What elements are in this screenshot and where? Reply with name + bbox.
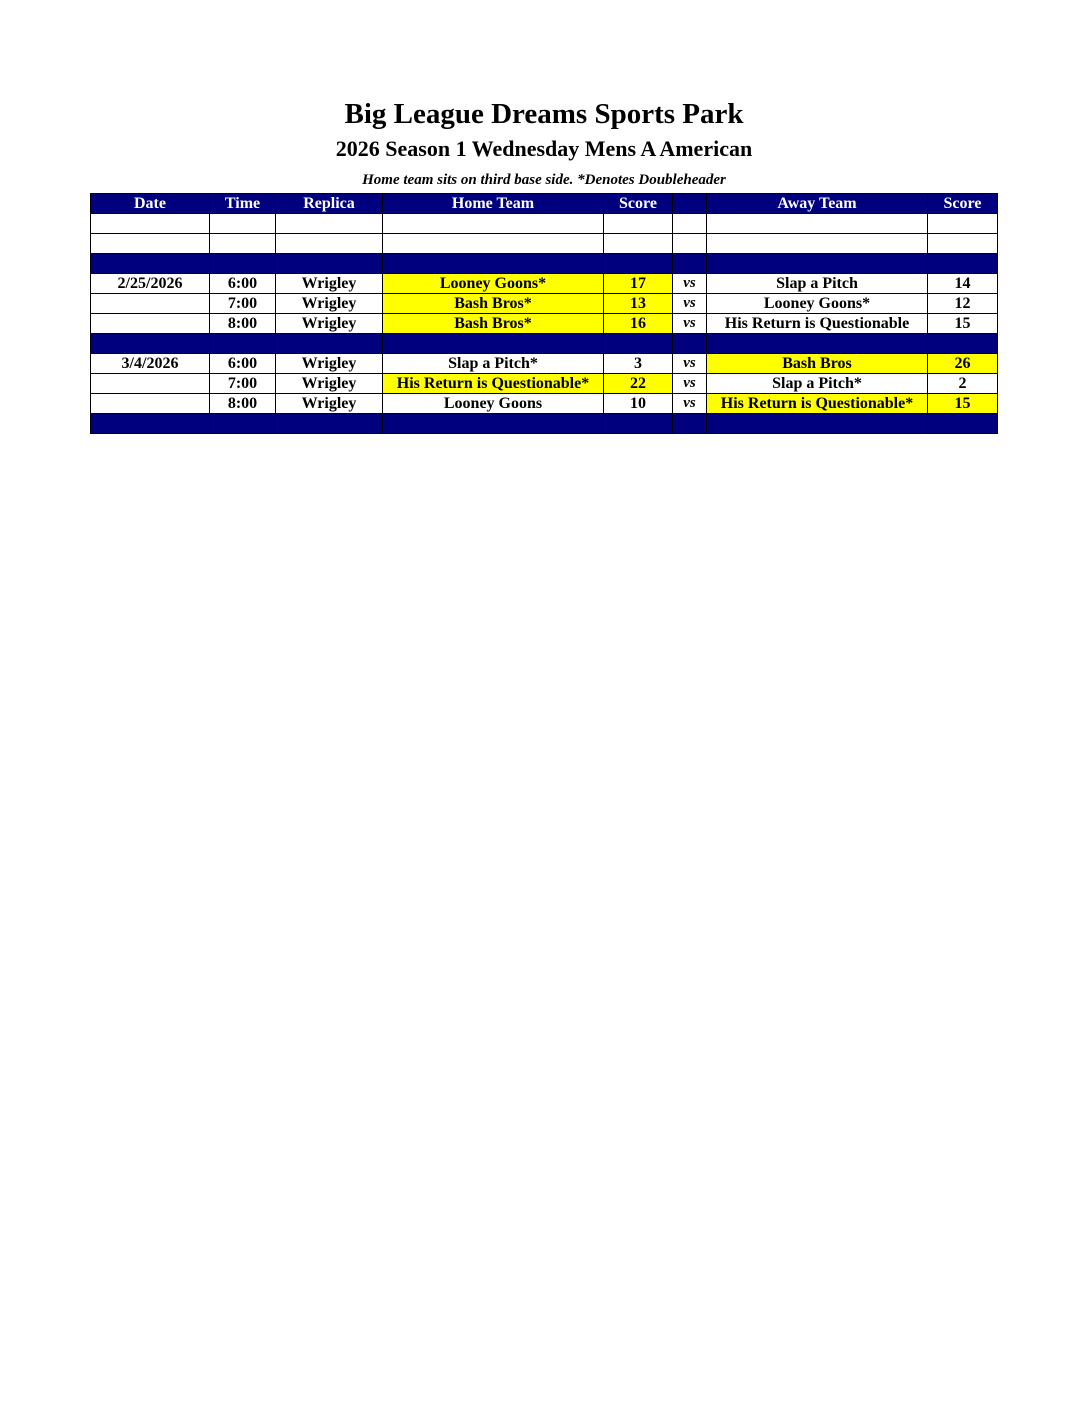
header-row (91, 194, 998, 214)
home-team: His Return is Questionable* (383, 374, 604, 394)
league-subtitle: 2026 Season 1 Wednesday Mens A American (335, 136, 753, 161)
vs-label: vs (673, 374, 707, 394)
col-home-team: Home Team (383, 194, 604, 214)
game-row (91, 354, 998, 374)
home-team: Looney Goons* (383, 274, 604, 294)
game-time: 6:00 (210, 274, 276, 294)
game-date: 2/25/2026 (91, 274, 210, 294)
col-away-score: Score (928, 194, 998, 214)
game-time: 8:00 (210, 314, 276, 334)
col-vs (673, 194, 707, 214)
home-score: 16 (604, 314, 673, 334)
vs-label: vs (673, 314, 707, 334)
game-time: 7:00 (210, 294, 276, 314)
away-score: 2 (928, 374, 998, 394)
col-date: Date (91, 194, 210, 214)
vs-label: vs (673, 354, 707, 374)
game-time: 6:00 (210, 354, 276, 374)
game-date (91, 374, 210, 394)
blank-row (91, 234, 998, 254)
schedule-note: Home team sits on third base side. *Denotes Doubleheader (362, 172, 726, 188)
separator-row (91, 414, 998, 434)
game-row (91, 294, 998, 314)
home-team: Slap a Pitch* (383, 354, 604, 374)
game-row (91, 394, 998, 414)
game-time: 8:00 (210, 394, 276, 414)
away-team: Slap a Pitch (707, 274, 928, 294)
home-score: 17 (604, 274, 673, 294)
home-team: Bash Bros* (383, 314, 604, 334)
home-score: 13 (604, 294, 673, 314)
game-row (91, 374, 998, 394)
col-away-team: Away Team (707, 194, 928, 214)
game-field: Wrigley (276, 274, 383, 294)
away-team: Slap a Pitch* (707, 374, 928, 394)
away-team: His Return is Questionable* (707, 394, 928, 414)
game-row (91, 314, 998, 334)
away-team: His Return is Questionable (707, 314, 928, 334)
vs-label: vs (673, 294, 707, 314)
away-team: Bash Bros (707, 354, 928, 374)
game-row (91, 274, 998, 294)
game-date (91, 394, 210, 414)
away-score: 15 (928, 394, 998, 414)
schedule-table (90, 193, 998, 434)
game-date (91, 294, 210, 314)
game-time: 7:00 (210, 374, 276, 394)
away-team: Looney Goons* (707, 294, 928, 314)
blank-row (91, 214, 998, 234)
home-score: 3 (604, 354, 673, 374)
col-home-score: Score (604, 194, 673, 214)
away-score: 12 (928, 294, 998, 314)
away-score: 14 (928, 274, 998, 294)
game-field: Wrigley (276, 294, 383, 314)
game-field: Wrigley (276, 374, 383, 394)
vs-label: vs (673, 274, 707, 294)
away-score: 15 (928, 314, 998, 334)
home-team: Looney Goons (383, 394, 604, 414)
page-title: Big League Dreams Sports Park (344, 98, 744, 130)
separator-row (91, 334, 998, 354)
game-field: Wrigley (276, 394, 383, 414)
game-field: Wrigley (276, 354, 383, 374)
game-field: Wrigley (276, 314, 383, 334)
home-score: 22 (604, 374, 673, 394)
game-date: 3/4/2026 (91, 354, 210, 374)
home-team: Bash Bros* (383, 294, 604, 314)
col-replica: Replica (276, 194, 383, 214)
home-score: 10 (604, 394, 673, 414)
col-time: Time (210, 194, 276, 214)
away-score: 26 (928, 354, 998, 374)
vs-label: vs (673, 394, 707, 414)
game-date (91, 314, 210, 334)
separator-row (91, 254, 998, 274)
